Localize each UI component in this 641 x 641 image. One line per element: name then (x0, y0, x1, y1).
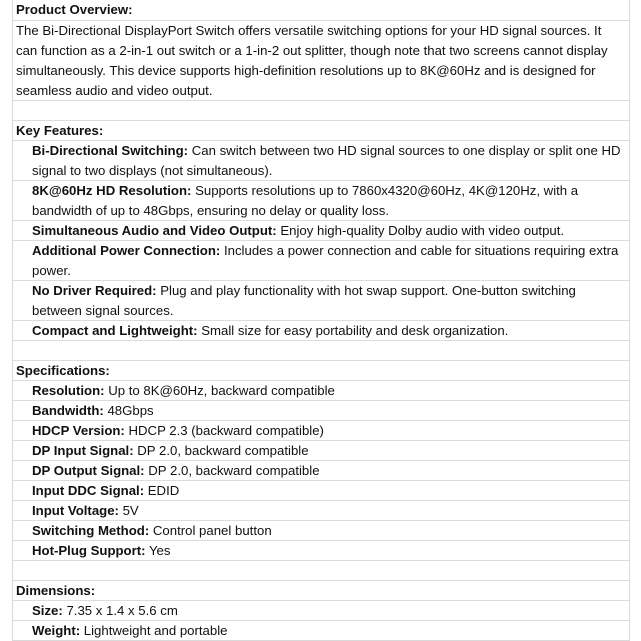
spec-value: 5V (118, 503, 139, 518)
spec-label: Bandwidth: (32, 403, 104, 418)
spec-value: EDID (144, 483, 180, 498)
spec-value: Up to 8K@60Hz, backward compatible (104, 383, 335, 398)
dimension-row-size[interactable] (13, 600, 629, 620)
spec-label: DP Output Signal: (32, 463, 145, 478)
feature-label: Additional Power Connection: (32, 243, 221, 258)
empty-cell[interactable] (13, 560, 629, 580)
spec-value: Control panel button (149, 523, 272, 538)
feature-text: Supports resolutions up to 7860x4320@60Hz, 4K@120Hz, with a bandwidth of up to 48Gbps, ensuring no delay or quality loss. (32, 183, 579, 218)
feature-row-compact[interactable] (13, 320, 629, 340)
feature-row-no-driver[interactable] (13, 280, 629, 320)
feature-label: Simultaneous Audio and Video Output: (32, 223, 277, 238)
spec-row-input-voltage[interactable] (13, 500, 629, 520)
overview-heading-cell[interactable]: Product Overview: (16, 2, 133, 17)
feature-text: Plug and play functionality with hot swap support. One-button switching between signal sources. (32, 283, 576, 318)
specifications-heading-cell[interactable]: Specifications: (13, 360, 629, 380)
spec-row-switching-method[interactable] (13, 520, 629, 540)
empty-cell[interactable] (13, 340, 629, 360)
spec-row-bandwidth[interactable] (13, 400, 629, 420)
spec-value: Yes (145, 543, 171, 558)
spec-value: 48Gbps (103, 403, 154, 418)
empty-cell[interactable] (13, 100, 629, 120)
feature-text: Enjoy high-quality Dolby audio with video output. (276, 223, 565, 238)
feature-row-audio-video[interactable] (13, 220, 629, 240)
feature-row-8k-resolution[interactable] (13, 180, 629, 220)
spreadsheet-sheet (12, 0, 630, 641)
spec-label: Hot-Plug Support: (32, 543, 146, 558)
dimension-value: Lightweight and portable (80, 623, 228, 638)
feature-label: 8K@60Hz HD Resolution: (32, 183, 192, 198)
spec-value: DP 2.0, backward compatible (133, 443, 309, 458)
overview-text-cell[interactable]: The Bi-Directional DisplayPort Switch offers versatile switching options for your HD signal sources. It can function as a 2-in-1 out switch or a 1-in-2 out splitter, though note that two screens cannot display simultaneously. This device supports high-definition resolutions up to 8K@60Hz and is designed for seamless audio and video output. (13, 20, 629, 100)
feature-row-power-connection[interactable] (13, 240, 629, 280)
feature-text: Can switch between two HD signal sources to one display or split one HD signal to two displays (not simultaneous). (32, 143, 621, 178)
feature-text: Small size for easy portability and desk organization. (197, 323, 509, 338)
feature-label: Bi-Directional Switching: (32, 143, 189, 158)
spec-label: DP Input Signal: (32, 443, 134, 458)
spec-value: HDCP 2.3 (backward compatible) (124, 423, 324, 438)
feature-label: Compact and Lightweight: (32, 323, 198, 338)
spec-label: HDCP Version: (32, 423, 125, 438)
feature-text: Includes a power connection and cable for situations requiring extra power. (32, 243, 619, 278)
feature-row-bi-directional[interactable] (13, 140, 629, 180)
spec-label: Input DDC Signal: (32, 483, 145, 498)
spec-row-ddc-signal[interactable] (13, 480, 629, 500)
dimensions-heading-cell[interactable]: Dimensions: (13, 580, 629, 600)
spec-row-dp-output[interactable] (13, 460, 629, 480)
spec-row-resolution[interactable] (13, 380, 629, 400)
key-features-heading-cell[interactable]: Key Features: (13, 120, 629, 140)
dimension-label: Size: (32, 603, 63, 618)
spec-label: Input Voltage: (32, 503, 119, 518)
dimension-row-weight[interactable] (13, 620, 629, 640)
spec-row-dp-input[interactable] (13, 440, 629, 460)
spec-label: Resolution: (32, 383, 105, 398)
spec-row-hot-plug[interactable] (13, 540, 629, 560)
spec-value: DP 2.0, backward compatible (144, 463, 320, 478)
dimension-value: 7.35 x 1.4 x 5.6 cm (62, 603, 178, 618)
feature-label: No Driver Required: (32, 283, 157, 298)
spec-label: Switching Method: (32, 523, 150, 538)
dimension-label: Weight: (32, 623, 81, 638)
spec-row-hdcp-version[interactable] (13, 420, 629, 440)
